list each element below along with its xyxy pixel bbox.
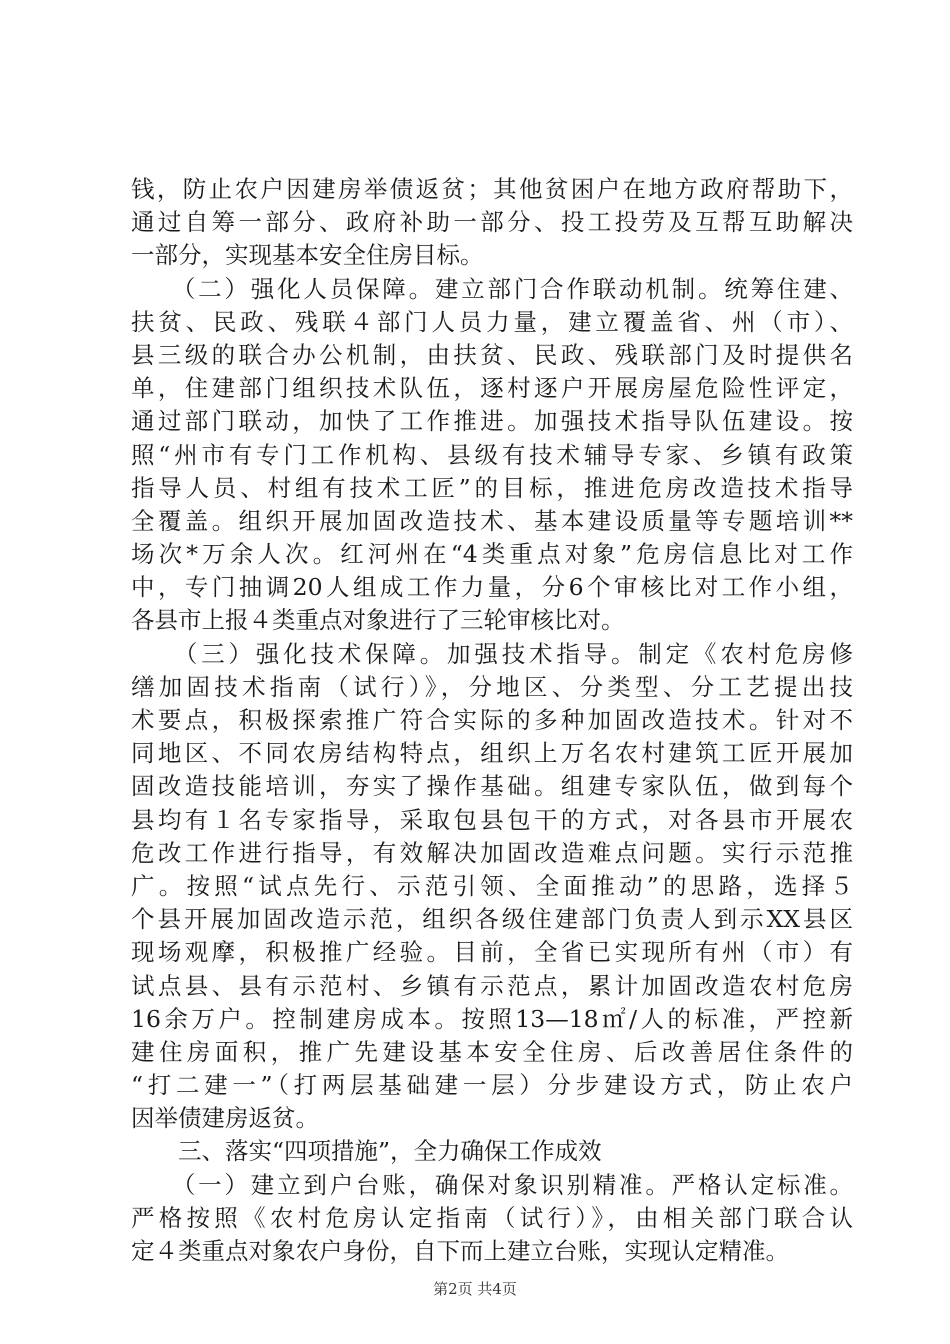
text-line: 危改工作进行指导，有效解决加固改造难点问题。实行示范推 [131,838,853,867]
page-footer: 第2页 共4页 [433,1280,517,1298]
text-line: （三）强化技术保障。加强技术指导。制定《农村危房修 [131,639,853,668]
text-line: 现场观摩，积极推广经验。目前，全省已实现所有州（市）有 [131,938,853,967]
text-line: 照“州市有专门工作机构、县级有技术辅导专家、乡镇有政策 [131,440,853,469]
text-line: 固改造技能培训，夯实了操作基础。组建专家队伍，做到每个 [131,772,853,801]
text-line: 试点县、县有示范村、乡镇有示范点，累计加固改造农村危房 [131,971,853,1000]
text-line: 个县开展加固改造示范，组织各级住建部门负责人到示XX县区 [131,905,853,934]
document-body [131,173,853,1268]
text-line: 场次*万余人次。红河州在“4类重点对象”危房信息比对工作 [131,540,853,569]
text-line: 通过自筹一部分、政府补助一部分、投工投劳及互帮互助解决 [131,208,853,237]
text-line: 因举债建房返贫。 [131,1104,319,1133]
text-line: “打二建一”（打两层基础建一层）分步建设方式，防止农户 [131,1071,853,1100]
text-line: 县三级的联合办公机制，由扶贫、民政、残联部门及时提供名 [131,340,853,369]
text-line: 扶贫、民政、残联４部门人员力量，建立覆盖省、州（市）、 [131,307,853,336]
text-line: 三、落实“四项措施”，全力确保工作成效 [131,1137,602,1166]
text-line: 同地区、不同农房结构特点，组织上万名农村建筑工匠开展加 [131,739,853,768]
text-line: 严格按照《农村危房认定指南（试行）》，由相关部门联合认 [131,1203,853,1232]
text-line: 广。按照“试点先行、示范引领、全面推动”的思路，选择５ [131,871,853,900]
text-line: 定４类重点对象农户身份，自下而上建立台账，实现认定精准。 [131,1237,789,1265]
text-line: 单，住建部门组织技术队伍，逐村逐户开展房屋危险性评定， [131,374,853,403]
text-line: 全覆盖。组织开展加固改造技术、基本建设质量等专题培训** [131,506,853,535]
text-line: 缮加固技术指南（试行）》，分地区、分类型、分工艺提出技 [131,672,853,701]
text-line: 县均有１名专家指导，采取包县包干的方式，对各县市开展农 [131,805,853,834]
text-line: （一）建立到户台账，确保对象识别精准。严格认定标准。 [131,1170,853,1199]
text-line: 一部分，实现基本安全住房目标。 [131,241,484,270]
text-line: 建住房面积，推广先建设基本安全住房、后改善居住条件的 [131,1037,853,1066]
text-line: 指导人员、村组有技术工匠”的目标，推进危房改造技术指导 [131,473,853,502]
text-line: 中，专门抽调20人组成工作力量，分6个审核比对工作小组， [131,573,853,602]
text-line: 16余万户。控制建房成本。按照13—18㎡/人的标准，严控新 [131,1004,853,1033]
text-line: 各县市上报４类重点对象进行了三轮审核比对。 [131,606,625,635]
text-line: 通过部门联动，加快了工作推进。加强技术指导队伍建设。按 [131,407,853,436]
text-line: （二）强化人员保障。建立部门合作联动机制。统筹住建、 [131,274,853,303]
text-line: 钱，防止农户因建房举债返贫；其他贫困户在地方政府帮助下， [131,175,853,203]
text-line: 术要点，积极探索推广符合实际的多种加固改造技术。针对不 [131,706,853,734]
